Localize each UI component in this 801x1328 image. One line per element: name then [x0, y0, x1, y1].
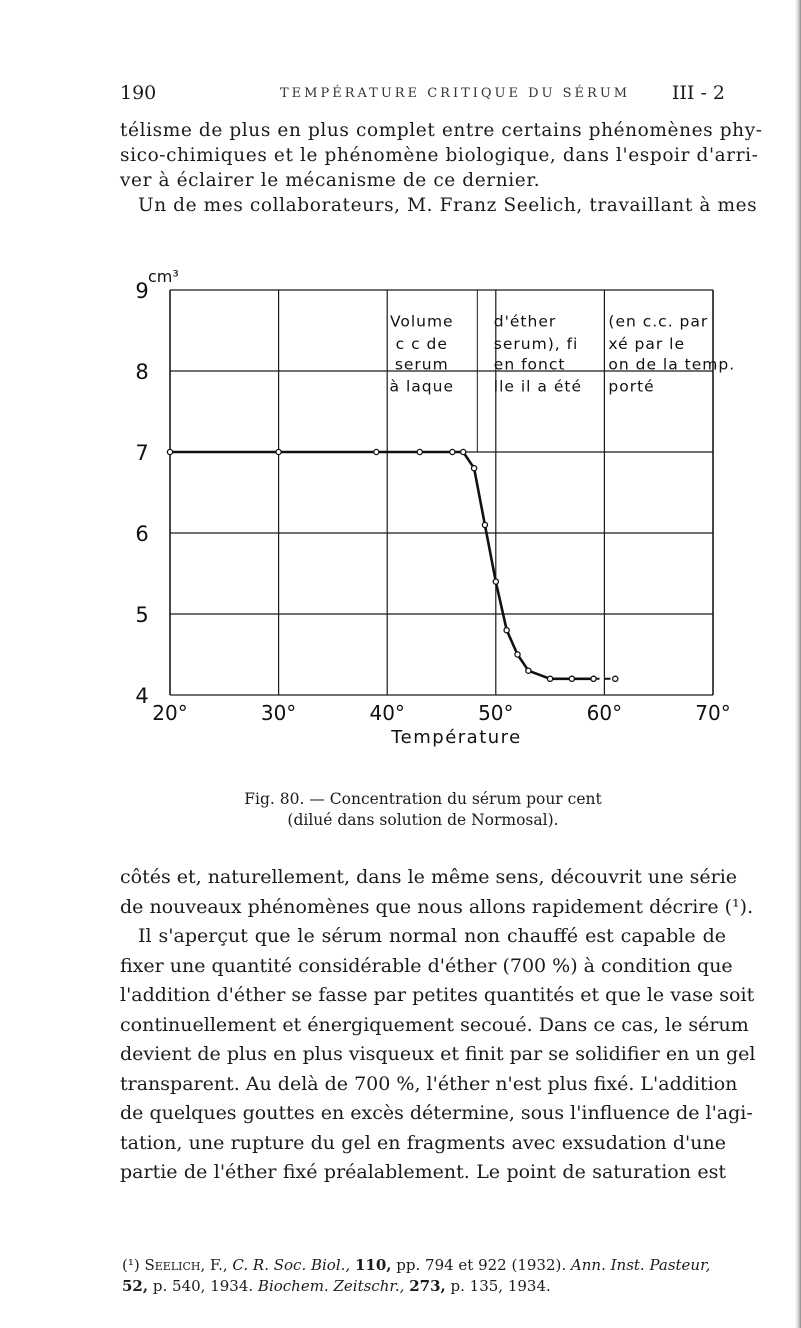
data-point [471, 466, 476, 471]
text-line: transparent. Au delà de 700 %, l'éther n'est plus fixé. L'addition [120, 1072, 738, 1095]
footnote-volume: 52, [122, 1277, 149, 1295]
text-line: partie de l'éther fixé préalablement. Le point de saturation est [120, 1161, 726, 1183]
footnote-volume: 110, [354, 1256, 392, 1274]
chart-annotation-text: xé par le [608, 335, 686, 354]
data-point [482, 522, 487, 527]
y-tick-label: 6 [135, 522, 149, 546]
text-line: Un de mes collaborateurs, M. Franz Seelich, travaillant à mes [138, 195, 758, 216]
data-point [526, 668, 531, 673]
text-line: de quelques gouttes en excès détermine, sous l'influence de l'agi- [120, 1102, 753, 1124]
paragraph-top [120, 118, 763, 218]
text-line: sico-chimiques et le phénomène biologique, dans l'espoir d'arri- [120, 145, 759, 166]
footnote-pages: p. 135, 1934. [450, 1277, 551, 1295]
text-line: devient de plus en plus visqueux et finit par se solidifier en un gel [120, 1043, 756, 1065]
text-line: de nouveaux phénomènes que nous allons rapidement décrire (¹). [120, 895, 754, 918]
chart-svg [0, 270, 801, 790]
data-point [417, 449, 422, 454]
y-tick-label: 9 [135, 279, 149, 303]
chart-annotation-text: en fonct [493, 355, 566, 374]
chart-annotation-text: (en c.c. par [608, 312, 709, 331]
data-point [548, 676, 553, 681]
x-tick-label: 70° [695, 701, 731, 725]
data-point [504, 628, 509, 633]
text-line: Il s'aperçut que le sérum normal non chauffé est capable de [138, 925, 726, 947]
figure-chart [0, 270, 801, 790]
caption-line-1: Fig. 80. — Concentration du sérum pour cent [244, 790, 602, 808]
chart-annotation-text: c c de [395, 335, 448, 354]
footnote-pages: p. 540, 1934. [152, 1277, 254, 1295]
figure-caption [120, 790, 726, 808]
data-point [515, 652, 520, 657]
section-mark: III - 2 [671, 82, 725, 104]
chart-annotation-text: à laque [389, 377, 454, 396]
footnote-journal: C. R. Soc. Biol., [232, 1256, 351, 1274]
footnote-journal: Biochem. Zeitschr., [257, 1277, 405, 1295]
data-point [167, 449, 172, 454]
data-point [569, 676, 574, 681]
data-point [613, 676, 618, 681]
text-line: ver à éclairer le mécanisme de ce dernier. [120, 170, 541, 191]
data-point [591, 676, 596, 681]
caption-line-2: (dilué dans solution de Normosal). [287, 811, 559, 829]
y-tick-label: 5 [135, 603, 149, 627]
footnote-volume: 273, [409, 1277, 446, 1295]
data-point [493, 579, 498, 584]
text-line: l'addition d'éther se fasse par petites quantités et que le vase soit [120, 984, 755, 1006]
y-tick-label: 8 [135, 360, 149, 384]
text-line: continuellement et énergiquement secoué. Dans ce cas, le sérum [120, 1013, 749, 1036]
footnote-marker: (¹) [122, 1256, 140, 1274]
chart-annotation-text: Volume [389, 312, 454, 331]
x-tick-label: 30° [260, 701, 297, 725]
footnote-pages: pp. 794 et 922 (1932). [396, 1256, 567, 1274]
chart-annotation-text: serum [394, 355, 449, 374]
chart-annotation-text: serum), fi [493, 335, 579, 354]
x-axis-label: Température [391, 727, 522, 748]
footnote-journal: Ann. Inst. Pasteur, [570, 1256, 711, 1274]
running-head [120, 82, 725, 108]
text-line: tation, une rupture du gel en fragments avec exsudation d'une [120, 1131, 726, 1154]
x-tick-label: 40° [369, 701, 405, 725]
data-point [374, 449, 379, 454]
footnote-author: Seelich, F., [144, 1256, 228, 1274]
text-line: télisme de plus en plus complet entre certains phénomènes phy- [120, 120, 763, 141]
x-tick-label: 60° [586, 701, 623, 725]
text-line: fixer une quantité considérable d'éther (700 %) à condition que [120, 954, 733, 977]
running-title: TEMPÉRATURE CRITIQUE DU SÉRUM [280, 86, 631, 101]
footnote [122, 1255, 732, 1297]
data-point [276, 449, 281, 454]
y-axis-label: cm³ [148, 270, 179, 286]
y-tick-label: 7 [135, 441, 149, 465]
figure-caption-continued [120, 811, 726, 829]
paragraph-bottom [120, 863, 756, 1188]
x-tick-label: 20° [152, 701, 188, 725]
text-line: côtés et, naturellement, dans le même sens, découvrit une série [120, 866, 738, 888]
page-number: 190 [120, 82, 157, 104]
chart-annotation-text: porté [608, 377, 655, 396]
y-tick-label: 4 [135, 684, 149, 708]
data-point [461, 449, 466, 454]
chart-annotation-text: lle il a été [493, 377, 583, 396]
chart-annotation-text: d'éther [493, 312, 557, 331]
x-tick-label: 50° [478, 701, 514, 725]
data-point [450, 449, 455, 454]
data-series-line [170, 452, 594, 679]
chart-annotation-text: on de la temp. [608, 355, 736, 374]
